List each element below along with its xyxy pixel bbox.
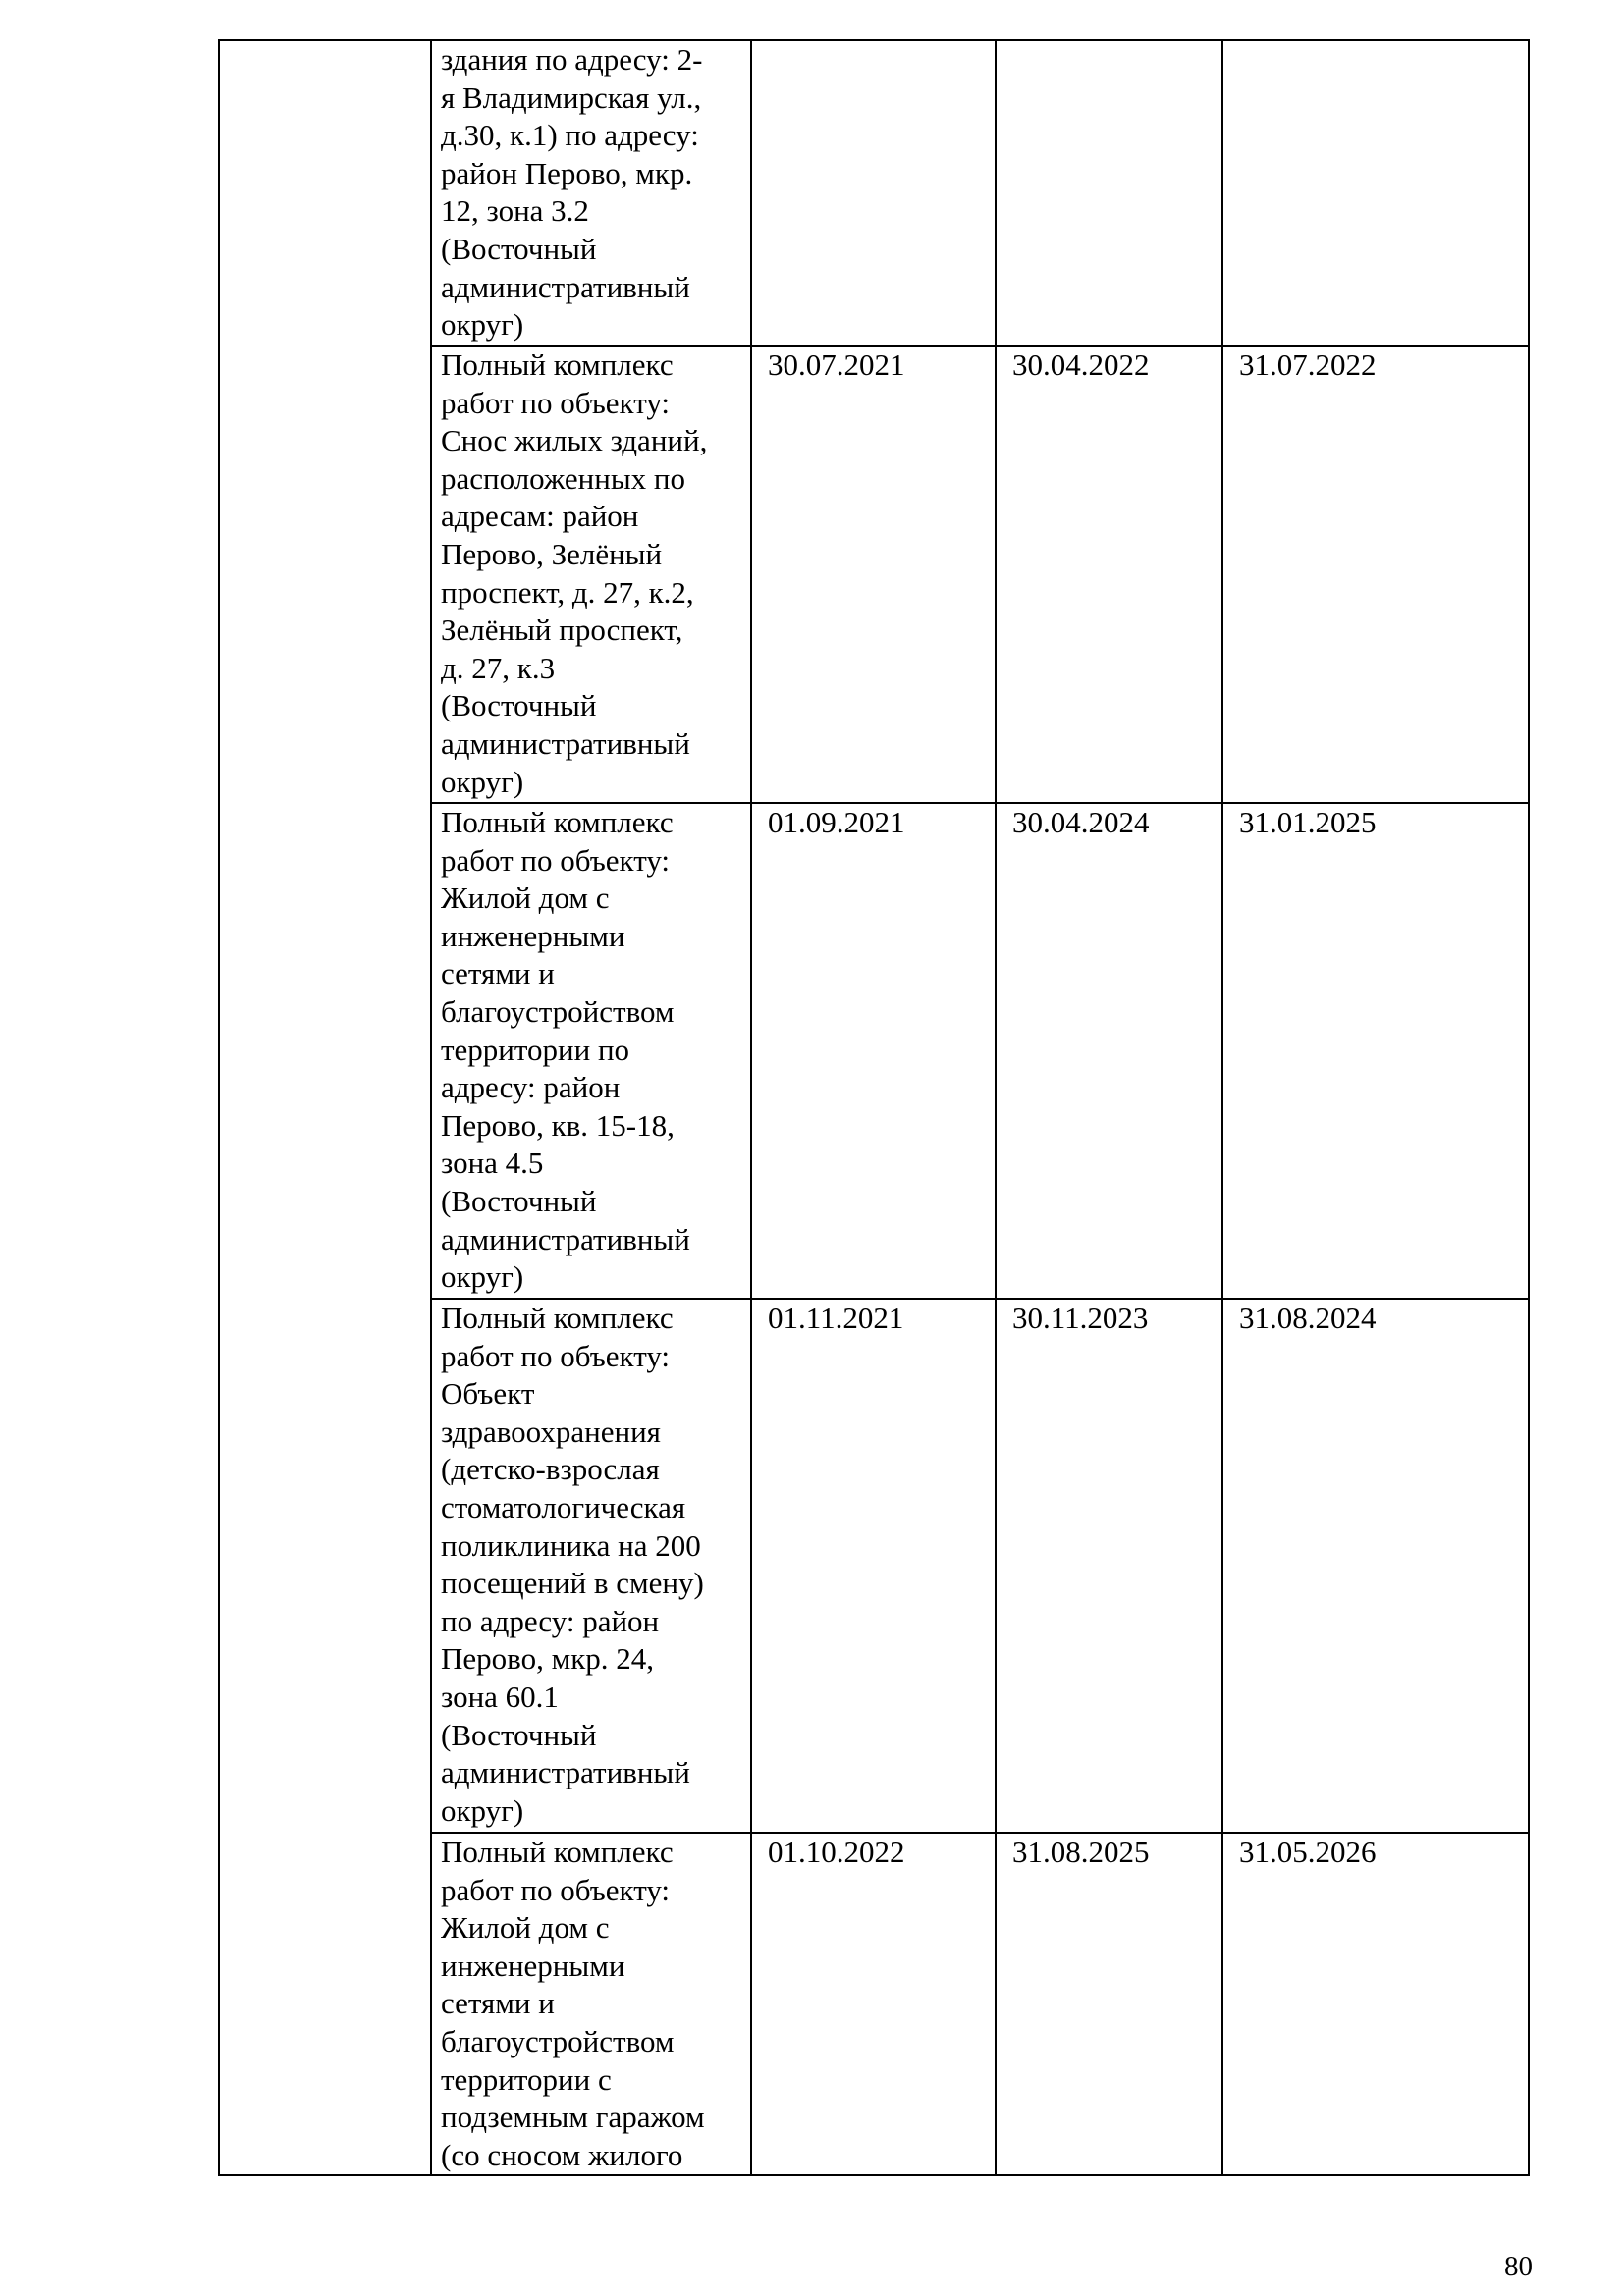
- description-line: Объект: [441, 1376, 535, 1412]
- mid-date-cell: 31.08.2025: [996, 1833, 1222, 2175]
- description-line: сетями и: [441, 956, 555, 991]
- description-line: территории по: [441, 1032, 630, 1067]
- description-line: Полный комплекс: [441, 1301, 674, 1335]
- description-line: Перово, мкр. 24,: [441, 1641, 654, 1677]
- description-line: подземным гаражом: [441, 2100, 705, 2135]
- end-date-cell: 31.07.2022: [1222, 346, 1529, 803]
- start-date-cell: 01.11.2021: [751, 1299, 996, 1833]
- description-line: (Восточный: [441, 1183, 597, 1218]
- description-line: зона 60.1: [441, 1679, 559, 1714]
- start-date-cell: 30.07.2021: [751, 346, 996, 803]
- description-line: Полный комплекс: [441, 805, 674, 839]
- description-line: инженерными: [441, 1948, 625, 1983]
- description-line: здания по адресу: 2-: [441, 42, 703, 77]
- description-line: поликлиника на 200: [441, 1527, 701, 1563]
- description-line: работ по объекту:: [441, 385, 671, 420]
- empty-cell: [219, 40, 431, 2175]
- description-line: округ): [441, 1792, 524, 1828]
- description-line: (детско-взрослая: [441, 1452, 660, 1487]
- mid-date-cell: 30.04.2022: [996, 346, 1222, 803]
- description-line: (Восточный: [441, 688, 597, 723]
- description-line: проспект, д. 27, к.2,: [441, 574, 694, 610]
- description-line: инженерными: [441, 918, 625, 953]
- description-line: работ по объекту:: [441, 1338, 671, 1373]
- description-line: Полный комплекс: [441, 1835, 674, 1869]
- work-description-cell: [431, 803, 751, 1299]
- description-line: д.30, к.1) по адресу:: [441, 118, 699, 153]
- start-date-cell: 01.10.2022: [751, 1833, 996, 2175]
- description-line: стоматологическая: [441, 1489, 686, 1524]
- description-line: административный: [441, 1755, 690, 1790]
- description-line: административный: [441, 269, 690, 304]
- table-row: [219, 40, 1529, 346]
- description-line: административный: [441, 725, 690, 761]
- start-date-cell: 01.09.2021: [751, 803, 996, 1299]
- description-line: (Восточный: [441, 1717, 597, 1752]
- description-line: расположенных по: [441, 460, 686, 496]
- description-line: (со сносом жилого: [441, 2137, 683, 2172]
- description-line: округ): [441, 764, 524, 799]
- description-line: работ по объекту:: [441, 1872, 671, 1907]
- description-line: адресам: район: [441, 499, 639, 534]
- description-line: здравоохранения: [441, 1414, 661, 1449]
- description-line: административный: [441, 1221, 690, 1256]
- end-date-cell: 31.08.2024: [1222, 1299, 1529, 1833]
- description-line: Зелёный проспект,: [441, 613, 683, 648]
- description-line: округ): [441, 1259, 524, 1295]
- start-date-cell: [751, 40, 996, 346]
- description-line: сетями и: [441, 1986, 555, 2021]
- description-line: Перово, Зелёный: [441, 536, 663, 571]
- end-date-cell: 31.01.2025: [1222, 803, 1529, 1299]
- mid-date-cell: 30.11.2023: [996, 1299, 1222, 1833]
- description-line: благоустройством: [441, 993, 675, 1029]
- end-date-cell: 31.05.2026: [1222, 1833, 1529, 2175]
- work-description-cell: [431, 40, 751, 346]
- description-line: Полный комплекс: [441, 347, 674, 382]
- end-date-cell: [1222, 40, 1529, 346]
- mid-date-cell: [996, 40, 1222, 346]
- description-line: по адресу: район: [441, 1603, 660, 1638]
- description-line: адресу: район: [441, 1070, 621, 1105]
- description-line: район Перово, мкр.: [441, 155, 693, 190]
- description-line: территории с: [441, 2061, 612, 2097]
- description-line: зона 4.5: [441, 1146, 544, 1181]
- description-line: Снос жилых зданий,: [441, 423, 708, 458]
- description-line: 12, зона 3.2: [441, 193, 589, 229]
- description-line: округ): [441, 307, 524, 343]
- mid-date-cell: 30.04.2024: [996, 803, 1222, 1299]
- work-description-cell: [431, 346, 751, 803]
- description-line: благоустройством: [441, 2023, 675, 2058]
- description-line: д. 27, к.3: [441, 650, 556, 685]
- work-description-cell: [431, 1833, 751, 2175]
- description-line: Жилой дом с: [441, 881, 610, 916]
- description-line: Жилой дом с: [441, 1910, 610, 1946]
- page-number: 80: [1504, 2251, 1533, 2282]
- description-line: я Владимирская ул.,: [441, 80, 702, 115]
- description-line: работ по объекту:: [441, 842, 671, 878]
- description-line: Перово, кв. 15-18,: [441, 1107, 675, 1143]
- work-description-cell: [431, 1299, 751, 1833]
- description-line: посещений в смену): [441, 1566, 704, 1601]
- description-line: (Восточный: [441, 231, 597, 266]
- works-schedule-table: [218, 39, 1530, 2176]
